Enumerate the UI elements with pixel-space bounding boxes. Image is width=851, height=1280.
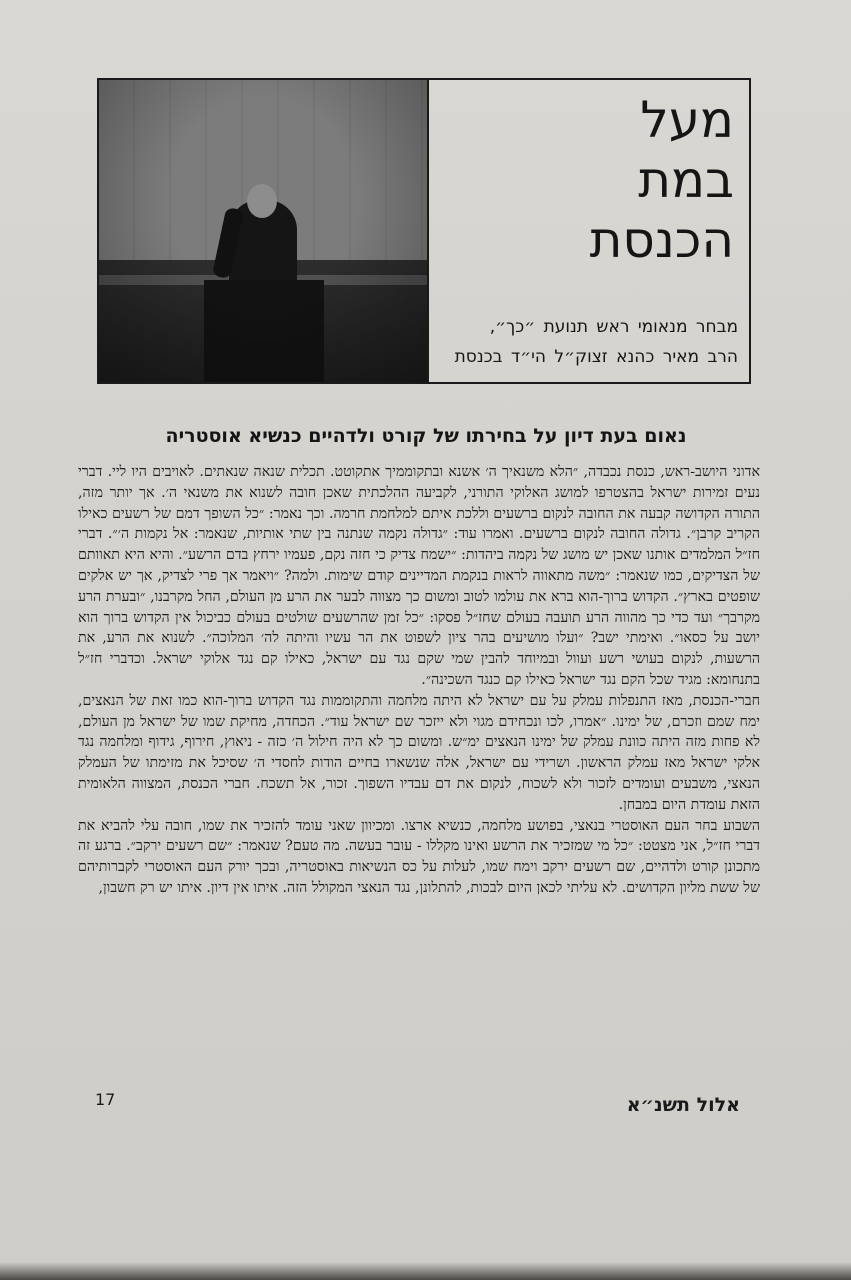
body-paragraph: חברי-הכנסת, מאז התנפלות עמלק על עם ישראל לא היתה מלחמה והתקוממות נגד הקדוש ברוך-הוא כמו זאת של הנאצים, ימח שמם וזכרם, של ימינו. ״אמרו, לכו ונכחידם מגוי ולא ייזכר שם ישראל עוד״. הכחדה, מחיקת שמו של ישראל מן העולם, לא פחות מזה היתה כוונת עמלק של ימינו הנאצים ימ״ש. ומשום כך לא היה חילול ה׳ כזה - ניאוץ, חירוף, גידוף ומלחמה נגד אלקי ישראל מאז עמלק הראשון. ושרידי עם ישראל, אלה שנשארו בחיים הודות לחסדי ה׳ שסיכל את מזימתו של העמלק הנאצי, משבעים ועומדים לזכור ולא לשכוח, לנקום את דם עבדיו השפוך. זכור, אל תשכח. חברי הכנסת, המצווה הלאומית הזאת עומדת היום במבחן. [78,692,760,813]
column-subtitle-line-2: הרב מאיר כהנא זצוק״ל הי״ד בכנסת [454,347,738,367]
column-subtitle-line-1: מבחר מנאומי ראש תנועת ״כך״, [489,317,738,337]
issue-date: אלול תשנ״א [626,1094,740,1116]
body-paragraph: אדוני היושב-ראש, כנסת נכבדה, ״הלא משנאיך ה׳ אשנא ובתקוממיך אתקוטט. תכלית שנאה שנאתים. לאויבים היו ליי. דברי נעים זמירות ישראל בהצטרפו למושג האלוקי התורני, לקביעה ההלכתית שאכן חובה לשנוא את משנאי ה׳. אך יותר מזה, התורה הקדושה קבעה את החובה לנקום ברשעים וללכת איתם למלחמת חרמה. וכך נאמר: ״כל השופך דמם של רשעים כאילו הקריב קרבן״. גדולה החובה לנקום ברשעים. ואמרו עוד: ״גדולה נקמה שנתנה בין שתי אותיות, שנאמר: אל נקמות ה׳״. דברי חז״ל המלמדים אותנו שאכן יש מושג של נקמה ביהדות: ״ישמח צדיק כי חזה נקם, פעמיו ירחץ בדם הרשע״. והיא היא תאוותם של הצדיקים, כמו שנאמר: ״משה מתאווה לראות בנקמת המדיינים קודם שימות. ולמה? ״ויאמר אך פרי לצדיק, אך יש אלקים שופטים בארץ״. הקדוש ברוך-הוא ברא את עולמו לטוב ומשום כך מצווה לבער את הרע מן העולם, החל מקרבנו, ״ובערת הרע מקרבך״ ועד כדי כך מהווה הרע תועבה בעולם שחז״ל פסקו: ״כל זמן שהרשעים שולטים בעולם כביכול אין הקדוש ברוך הוא יושב על כסאו״. ואימתי ישב? ״ועלו מושיעים בהר ציון לשפוט את הר עשיו והיתה לה׳ המלוכה״. לשנוא את הרע, את הרשעות, לנקום בעושי רשע ועוול ובמיוחד להבין שמי שקם נגד עם ישראל, כאילו קם נגד אלוקי ישראל. וכדברי חז״ל בתנחומא: מגיד שכל הקם נגד ישראל כאילו קם כנגד השכינה״. [78,464,760,688]
column-title-line-1: מעל [640,91,734,149]
page-number: 17 [95,1090,116,1109]
article-body [78,462,760,899]
header-box [97,78,751,384]
knesset-speaker-photo [99,80,427,382]
column-subtitle [434,312,738,372]
header-divider [427,80,429,382]
speech-heading: נאום בעת דיון על בחירתו של קורט ולדהיים כנשיא אוסטריה [165,425,687,447]
page-edge-shadow [0,1262,851,1280]
column-title-line-2: במת [638,151,734,209]
column-title [434,90,734,270]
body-paragraph: השבוע בחר העם האוסטרי בנאצי, בפושע מלחמה, כנשיא ארצו. ומכיוון שאני עומד להזכיר את שמו, חובה עלי להביא את דברי חז״ל, אני מצטט: ״כל מי שמזכיר את הרשע ואינו מקללו - עובר בעשה. מה טעם? שנאמר: ״שם רשעים ירקב״. ברגע זה מתכונן קורט ולדהיים, שם רשעים ירקב וימח שמו, לעלות על כס הנשיאות באוסטריה, ובכך יורק העם האוסטרי לקברותיהם של ששת מליון הקדושים. לא עליתי לכאן היום לבכות, להתלונן, נגד הנאצי המקולל הזה. איתו אין דיון. איתו יש רק חשבון, [78,817,760,896]
column-title-line-3: הכנסת [589,211,734,269]
